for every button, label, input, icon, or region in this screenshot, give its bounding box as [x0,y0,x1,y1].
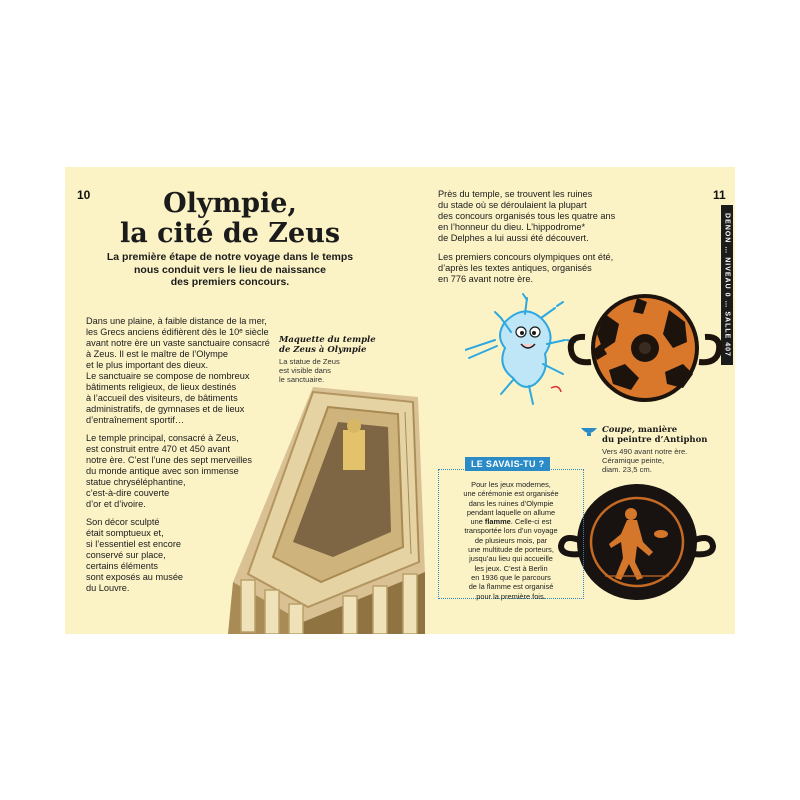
coupe-caption [602,425,732,474]
did-you-know-line: une flamme. Celle-ci est [470,517,552,527]
coupe-caption-text-line: Vers 490 avant notre ère. [602,447,688,456]
location-tab-text: DENON … NIVEAU 0 … SALLE 407 [723,213,731,357]
subtitle-line: La première étape de notre voyage dans le temps [106,251,354,263]
paragraph-line: est construit entre 470 et 450 avant [86,444,231,454]
subtitle-line: des premiers concours. [170,276,290,288]
creature-illustration [465,292,580,412]
did-you-know-line: dans les ruines d’Olympie [468,498,554,508]
subtitle-line: nous conduit vers le lieu de naissance [134,263,326,276]
did-you-know-line: les jeux. C’est à Berlin [474,563,548,573]
caption-title [279,335,389,355]
paragraph-line: de Delphes a lui aussi été découvert. [438,233,589,243]
right-paragraph-2 [438,252,698,285]
paragraph-line: Les premiers concours olympiques ont été, [438,252,614,262]
paragraph-line: notre ère. C’est l’une des sept merveilles [86,455,252,465]
left-paragraph-3 [86,517,206,594]
coupe-caption-text-line: Céramique peinte, [602,456,665,465]
paragraph-line: si l’essentiel est encore [86,539,181,549]
paragraph-line: Le sanctuaire se compose de nombreux [86,371,250,381]
did-you-know-line: de plusieurs mois, par [474,535,548,545]
paragraph-line: conservé sur place, [86,550,166,560]
paragraph-line: était somptueux et, [86,528,164,538]
paragraph-line: du stade où se déroulaient la plupart [438,200,587,210]
did-you-know-text [443,480,579,601]
paragraph-line: et le plus important des dieux. [86,360,209,370]
caption-text [279,357,389,384]
page-number-left: 10 [77,188,91,202]
paragraph-line: avant notre ère un vaste sanctuaire consacré [86,338,270,348]
did-you-know-line: une multitude de porteurs, [468,545,554,555]
book-spread [65,167,735,634]
caption-text-line: La statue de Zeus [279,357,340,366]
paragraph-line: en 776 avant notre ère. [438,274,534,284]
coupe-icon [580,426,598,436]
did-you-know-line: transportée lors d’un voyage [464,526,558,536]
coupe-caption-title-line2: du peintre d’Antiphon [602,435,708,445]
paragraph-line: Dans une plaine, à faible distance de la mer, [86,316,267,326]
paragraph-line: sont exposés au musée [86,572,184,582]
paragraph-line: certains éléments [86,561,159,571]
did-you-know-line: jusqu’au lieu qui accueille [469,554,553,564]
coupe-vase-image [565,292,725,402]
paragraph-line: les Grecs anciens édifièrent dès le 10ᵉ siècle [86,327,269,337]
coupe-caption-title [602,425,732,445]
caption-text-line: le sanctuaire. [279,375,325,384]
coupe-caption-text [602,447,732,474]
paragraph-line: statue chryséléphantine, [86,477,186,487]
did-you-know-line: de la flamme est organisé [468,582,554,592]
coupe-caption-title-italic: Coupe, [602,425,635,435]
paragraph-line: Son décor sculpté [86,517,160,527]
paragraph-line: d’après les textes antiques, organisés [438,263,592,273]
paragraph-line: c’est-à-dire couverte [86,488,170,498]
caption-title-line: de Zeus à Olympie [279,345,367,355]
page-subtitle [105,251,355,289]
coupe-caption-text-line: diam. 23,5 cm. [602,465,652,474]
paragraph-line: à Zeus. Il est le maître de l’Olympe [86,349,228,359]
temple-model-image [193,382,438,634]
page-title [65,189,395,249]
did-you-know-line: une cérémonie est organisée [463,489,559,499]
did-you-know-line: Pour les jeux modernes, [471,480,551,489]
paragraph-line: d’entraînement sportif… [86,415,185,425]
caption-text-line: est visible dans [279,366,331,375]
paragraph-line: des concours organisés tous les quatre ans [438,211,616,221]
paragraph-line: d’or et d’ivoire. [86,499,146,509]
page-number-right: 11 [713,188,726,202]
paragraph-line: du monde antique avec son immense [86,466,239,476]
paragraph-line: Près du temple, se trouvent les ruines [438,189,593,199]
paragraph-line: à l’accueil des visiteurs, de bâtiments [86,393,238,403]
did-you-know-line: en 1936 que le parcours [471,572,551,582]
title-line-1: Olympie, [163,188,297,219]
coupe-caption-title-rest: manière [634,425,678,435]
did-you-know-line: pendant laquelle on allume [466,507,556,517]
did-you-know-tag: LE SAVAIS-TU ? [465,457,550,471]
paragraph-line: en l’honneur du dieu. L’hippodrome* [438,222,586,232]
paragraph-line: Le temple principal, consacré à Zeus, [86,433,239,443]
right-paragraph-1 [438,189,698,244]
paragraph-line: du Louvre. [86,583,130,593]
title-line-2: la cité de Zeus [119,218,341,249]
paragraph-line: administratifs, de gymnases et de lieux [86,404,245,414]
did-you-know-line: pour la première fois. [476,591,546,601]
paragraph-line: bâtiments religieux, de lieux destinés [86,382,237,392]
caption-title-line: Maquette du temple [279,335,376,345]
temple-caption [279,335,389,384]
